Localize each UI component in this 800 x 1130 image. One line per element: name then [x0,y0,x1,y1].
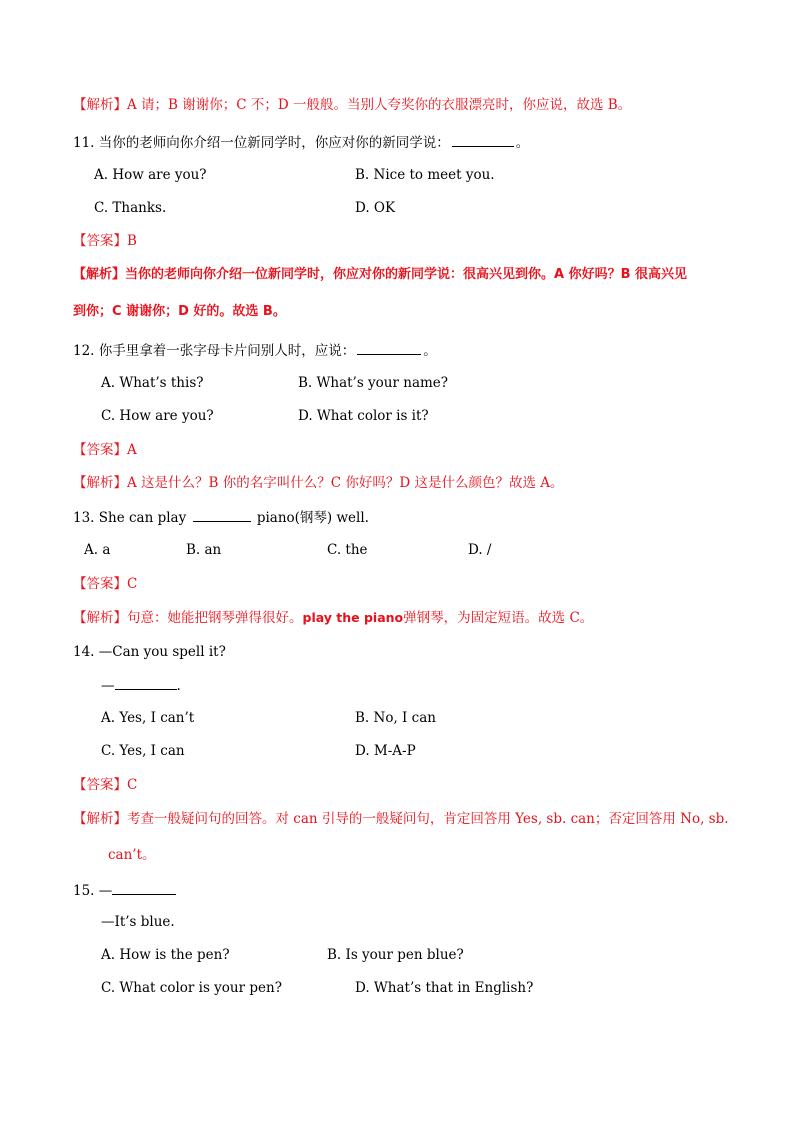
q13-analysis-c: 弹钢琴，为固定短语。故选 C。 [403,610,594,626]
q12-analysis: 【解析】A 这是什么？B 你的名字叫什么？C 你好吗？D 这是什么颜色？故选 A。 [73,475,564,491]
q14-option-d: D. M-A-P [355,743,416,759]
q12-option-a: A. What’s this? [101,375,204,391]
q15-answer-blank [112,881,176,895]
q11-option-a: A. How are you? [94,167,207,183]
q13-option-d: D. / [468,542,492,558]
q15-stem-dash: 15. — [73,883,113,899]
q11-option-c: C. Thanks. [94,200,167,216]
q14-analysis-line2: can’t。 [108,847,156,863]
q14-stem: 14. —Can you spell it? [73,644,226,660]
q15-option-b: B. Is your pen blue? [327,947,464,963]
q12-stem [73,341,437,360]
q11-answer-blank [452,133,514,147]
q11-stem [73,133,529,152]
q11-stem-end: 。 [515,135,530,151]
q15-reply: —It’s blue. [101,914,175,930]
q14-response-end: . [176,678,181,694]
q13-answer: 【答案】C [73,576,138,592]
q14-analysis-line1: 【解析】考查一般疑问句的回答。对 can 引导的一般疑问句，肯定回答用 Yes, sb. can；否定回答用 No, sb. [73,811,729,827]
q13-stem-after: piano(钢琴) well. [256,510,369,526]
q12-answer: 【答案】A [73,442,137,458]
q12-stem-end: 。 [423,343,437,359]
q11-analysis-line2: 到你；C 谢谢你；D 好的。故选 B。 [73,304,286,319]
q14-option-a: A. Yes, I can’t [101,710,195,726]
q12-stem-text: 12. 你手里拿着一张字母卡片问别人时，应说： [73,343,356,359]
q14-option-b: B. No, I can [355,710,436,726]
q13-stem-before: 13. She can play [73,510,187,526]
q13-analysis-a: 句意：她能把钢琴弹得很好。 [127,610,303,626]
q13-option-a: A. a [84,542,111,558]
q14-answer-blank [115,676,177,690]
q11-answer: 【答案】B [73,233,137,249]
q11-analysis-line1: 【解析】当你的老师向你介绍一位新同学时，你应对你的新同学说：很高兴见到你。A 你好吗？B 很高兴见 [73,267,688,282]
q12-option-c: C. How are you? [101,408,214,424]
q15-option-c: C. What color is your pen? [101,980,282,996]
q14-answer: 【答案】C [73,777,138,793]
q11-option-b: B. Nice to meet you. [355,167,495,183]
q13-stem [73,508,369,527]
q12-option-b: B. What’s your name? [298,375,449,391]
q13-answer-blank [193,508,251,522]
q13-option-c: C. the [327,542,368,558]
q14-response [101,676,181,695]
q15-stem [73,881,176,900]
q13-option-b: B. an [186,542,222,558]
q13-analysis-tag: 【解析】 [73,610,127,626]
q12-answer-blank [357,341,421,355]
q12-option-d: D. What color is it? [298,408,429,424]
q10-analysis: 【解析】A 请；B 谢谢你；C 不；D 一般般。当别人夸奖你的衣服漂亮时，你应说，故选 B。 [73,97,632,113]
q14-option-c: C. Yes, I can [101,743,185,759]
q15-option-d: D. What’s that in English? [355,980,534,996]
q11-stem-text: 11. 当你的老师向你介绍一位新同学时，你应对你的新同学说： [73,135,450,151]
q11-option-d: D. OK [355,200,396,216]
q15-option-a: A. How is the pen? [101,947,230,963]
q13-analysis [73,609,593,627]
q14-response-dash: — [101,678,115,694]
q13-analysis-b: play the piano [302,610,404,625]
